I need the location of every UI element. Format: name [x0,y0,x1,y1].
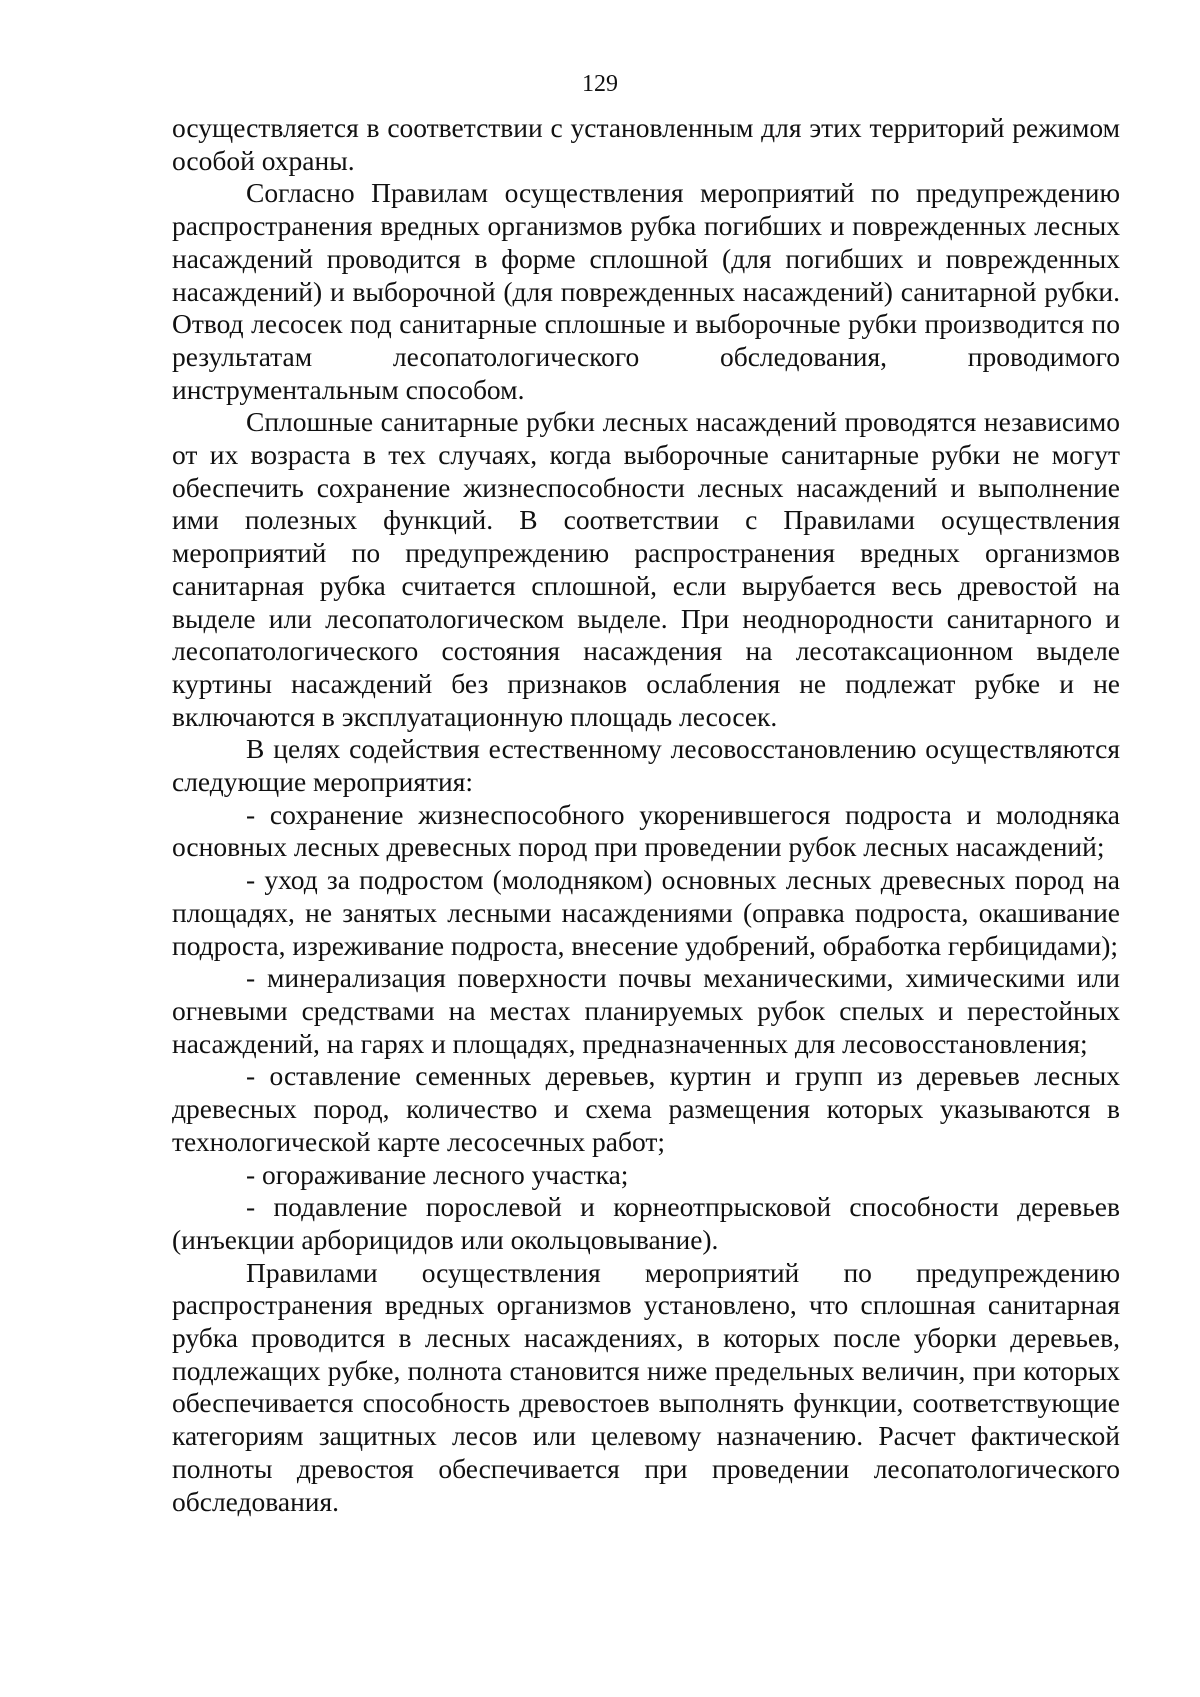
paragraph-density-calculation: Правилами осуществления мероприятий по предупреждению распространения вредных организмов установлено, что сплошная санитарная рубка проводится в лесных насаждениях, в которых после уборки деревьев, подлежащих рубке, полнота становится ниже предельных величин, при которых обеспечивается способность древостоев выполнять функции, соответствующие категориям защитных лесов или целевому назначению. Расчет фактической полноты древостоя обеспечивается при проведении лесопатологического обследования. [172,1256,1120,1517]
list-item-coppice-suppression: - подавление порослевой и корнеотпрысковой способности деревьев (инъекции арборицидов или окольцовывание). [172,1191,1120,1255]
list-item-fencing: - огораживание лесного участка; [246,1158,629,1190]
paragraph-clear-sanitary-felling: Сплошные санитарные рубки лесных насаждений проводятся независимо от их возраста в тех случаях, когда выборочные санитарные рубки не могут обеспечить сохранение жизнеспособности лесных насаждений и выполнение ими полезных функций. В соответствии с Правилами осуществления мероприятий по предупреждению распространения вредных организмов санитарная рубка считается сплошной, если вырубается весь древостой на выделе или лесопатологическом выделе. При неоднородности санитарного и лесопатологического состояния насаждения на лесотаксационном выделе куртины насаждений без признаков ослабления не подлежат рубке и не включаются в эксплуатационную площадь лесосек. [172,406,1120,732]
page-number: 129 [582,71,618,97]
list-item-undergrowth-care: - уход за подростом (молодняком) основных лесных древесных пород на площадях, не занятых лесными насаждениями (оправка подроста, окашивание подроста, изреживание подроста, внесение удобрений, обработка гербицидами); [172,864,1120,961]
paragraph-continuation: осуществляется в соответствии с установленным для этих территорий режимом особой охраны. [172,112,1120,176]
document-body [172,112,1120,1518]
paragraph-sanitary-felling-rules: Согласно Правилам осуществления мероприятий по предупреждению распространения вредных организмов рубка погибших и поврежденных лесных насаждений проводится в форме сплошной (для погибших и поврежденных насаждений) и выборочной (для поврежденных насаждений) санитарной рубки. Отвод лесосек под санитарные сплошные и выборочные рубки производится по результатам лесопатологического обследования, проводимого инструментальным способом. [172,177,1120,405]
list-item-soil-mineralization: - минерализация поверхности почвы механическими, химическими или огневыми средствами на местах планируемых рубок спелых и перестойных насаждений, на гарях и площадях, предназначенных для лесовосстановления; [172,962,1120,1059]
list-item-preserve-undergrowth: - сохранение жизнеспособного укоренившегося подроста и молодняка основных лесных древесных пород при проведении рубок лесных насаждений; [172,798,1120,863]
paragraph-natural-regeneration-intro: В целях содействия естественному лесовосстановлению осуществляются следующие мероприятия: [172,733,1120,798]
list-item-seed-trees: - оставление семенных деревьев, куртин и групп из деревьев лесных древесных пород, количество и схема размещения которых указываются в технологической карте лесосечных работ; [172,1060,1120,1157]
